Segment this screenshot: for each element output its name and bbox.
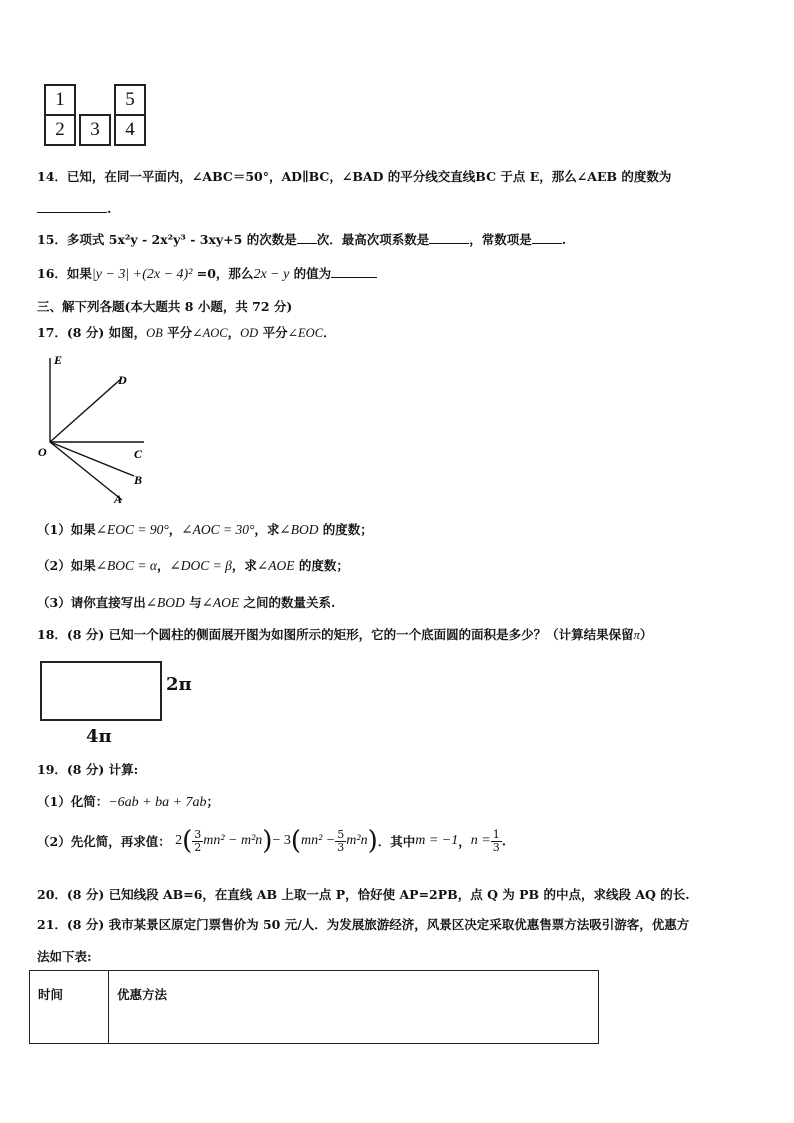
q19-end: .: [501, 833, 507, 849]
table-header-time: 时间: [30, 971, 109, 1044]
q17-t1: 平分: [162, 325, 193, 340]
label-a: A: [114, 492, 123, 506]
q19-p2-a: （2）先化简，再求值：: [37, 834, 171, 849]
q16-expression-2: 2x − y: [253, 267, 290, 282]
question-21-line-2: 法如下表:: [37, 949, 92, 964]
q16-prefix: 16．如果: [37, 266, 92, 281]
q17-p1-a: （1）如果: [37, 522, 96, 537]
rectangle-figure: [40, 661, 162, 721]
q15-text-b: 次．最高次项系数是: [316, 232, 430, 247]
frac-den: 2: [194, 840, 202, 854]
q17-aoc: ∠AOC: [192, 326, 228, 340]
frac-den: 3: [337, 840, 345, 854]
q14-tail: .: [107, 201, 112, 216]
ray-od: [50, 378, 122, 442]
paren-close: ): [367, 826, 378, 856]
q18-close: ）: [639, 627, 653, 642]
paren-open: (: [182, 826, 193, 856]
label-e: E: [54, 353, 63, 367]
q17-p3-a: （3）请你直接写出: [37, 595, 146, 610]
q17-ob: OB: [146, 326, 163, 340]
answer-blank: [429, 231, 469, 244]
q19-p1-expr: −6ab + ba + 7ab: [108, 795, 207, 810]
question-20: 20．(8 分) 已知线段 AB=6，在直线 AB 上取一点 P，恰好使 AP=2PB，点 Q 为 PB 的中点，求线段 AQ 的长.: [37, 887, 690, 902]
q19-n-eq: n =: [470, 833, 491, 848]
net-cell: 5: [114, 84, 146, 116]
q16-suffix: 的值为: [289, 266, 332, 281]
question-16: [37, 264, 377, 283]
q17-p2-a: （2）如果: [37, 558, 96, 573]
q18-pi: π: [633, 628, 640, 642]
q17-p1-b: ，: [168, 522, 182, 537]
q17-p3-b: 与: [184, 595, 202, 610]
question-21-line-1: 21．(8 分) 我市某景区原定门票售价为 50 元/人．为发展旅游经济，风景区决定采取优惠售票方法吸引游客，优惠方: [37, 917, 690, 932]
label-b: B: [134, 473, 143, 487]
question-14: [37, 167, 671, 185]
q14-text: 14．已知，在同一平面内，∠ABC＝50°，AD∥BC，∠BAD 的平分线交直线BC 于点 E，那么∠AEB 的度数为: [37, 169, 672, 184]
question-19: 19．(8 分) 计算:: [37, 762, 139, 777]
q16-expression: |y − 3| +(2x − 4)²: [91, 267, 193, 282]
q19-coef-2: 2: [175, 833, 183, 848]
q17-p2-b: ，: [156, 558, 170, 573]
q17-head: 17．(8 分) 如图，: [37, 325, 147, 340]
question-15: [37, 230, 566, 248]
answer-blank: [37, 200, 107, 213]
q17-part-1: [37, 520, 373, 538]
q15-text-a: 15．多项式 5x²y - 2x²y³ - 3xy+5 的次数是: [37, 232, 297, 247]
q17-t3: 平分: [258, 325, 288, 340]
q17-p1-m1: ∠EOC = 90°: [95, 522, 169, 537]
q17-p3-c: 之间的数量关系.: [239, 595, 336, 610]
q17-t2: ，: [227, 325, 241, 340]
frac-num: 5: [337, 827, 345, 841]
q17-part-3: [37, 593, 335, 611]
label-o: O: [38, 445, 47, 459]
table-row: [30, 971, 599, 1044]
q17-p2-d: 的度数；: [294, 558, 349, 573]
q19-comma: ，: [458, 834, 471, 849]
q17-p1-m2: ∠AOC = 30°: [181, 522, 255, 537]
fraction: [491, 829, 502, 854]
q15-text-c: ，常数项是: [469, 232, 532, 247]
table-header-method: 优惠方法: [109, 971, 599, 1044]
answer-blank: [532, 231, 562, 244]
fraction: [335, 829, 346, 854]
net-cell: 3: [79, 114, 111, 146]
fraction: [192, 829, 203, 854]
q19-term-c: m²n: [346, 833, 368, 848]
discount-table: [29, 970, 599, 1044]
q18-text: 18．(8 分) 已知一个圆柱的侧面展开图为如图所示的矩形，它的一个底面圆的面积是多少？（计算结果保留: [37, 627, 634, 642]
frac-den: 3: [492, 840, 500, 854]
q17-part-2: [37, 556, 349, 574]
net-cell: 4: [114, 114, 146, 146]
net-cell: 1: [44, 84, 76, 116]
q19-m-value: m = −1: [415, 833, 459, 848]
frac-num: 3: [194, 827, 202, 841]
answer-blank: [331, 265, 377, 278]
q17-p2-m1: ∠BOC = α: [95, 558, 157, 573]
paren-close: ): [262, 826, 273, 856]
q16-mid: =0，那么: [192, 266, 254, 281]
rect-height-label: 2π: [166, 674, 192, 695]
q19-part-1: [37, 792, 219, 811]
q19-term-a: mn² − m²n: [203, 833, 263, 848]
section-3-heading: 三、解下列各题(本大题共 8 小题，共 72 分): [37, 299, 293, 314]
q19-p1-b: ；: [206, 794, 220, 809]
q17-eoc: ∠EOC: [287, 326, 324, 340]
answer-blank: [297, 231, 317, 244]
q17-p3-m2: ∠AOE: [201, 595, 240, 610]
label-d: D: [118, 373, 127, 387]
angle-figure: [36, 352, 156, 512]
question-17: [37, 323, 336, 341]
q17-p1-c: ，求: [254, 522, 280, 537]
q17-p2-m2: ∠DOC = β: [169, 558, 232, 573]
q19-p1-a: （1）化简：: [37, 794, 109, 809]
net-cell: 2: [44, 114, 76, 146]
q17-p3-m1: ∠BOD: [145, 595, 185, 610]
q15-text-d: .: [561, 232, 567, 247]
q19-part-2: [37, 826, 506, 866]
q17-p1-m3: ∠BOD: [279, 522, 319, 537]
paren-open: (: [290, 826, 301, 856]
q17-p2-m3: ∠AOE: [256, 558, 295, 573]
q17-od: OD: [240, 326, 259, 340]
question-18: [37, 625, 652, 643]
q17-p1-d: 的度数；: [318, 522, 373, 537]
q19-term-b: mn² −: [301, 833, 336, 848]
q17-t4: ．: [323, 325, 336, 340]
label-c: C: [134, 447, 143, 461]
rect-width-label: 4π: [86, 726, 112, 747]
q17-p2-c: ，求: [231, 558, 257, 573]
ray-ob: [50, 442, 134, 476]
q19-where: ．其中: [377, 834, 416, 849]
frac-num: 1: [492, 827, 500, 841]
ray-oa: [50, 442, 122, 500]
q19-minus-3: − 3: [272, 833, 291, 848]
q14-answer-line: [37, 200, 111, 216]
